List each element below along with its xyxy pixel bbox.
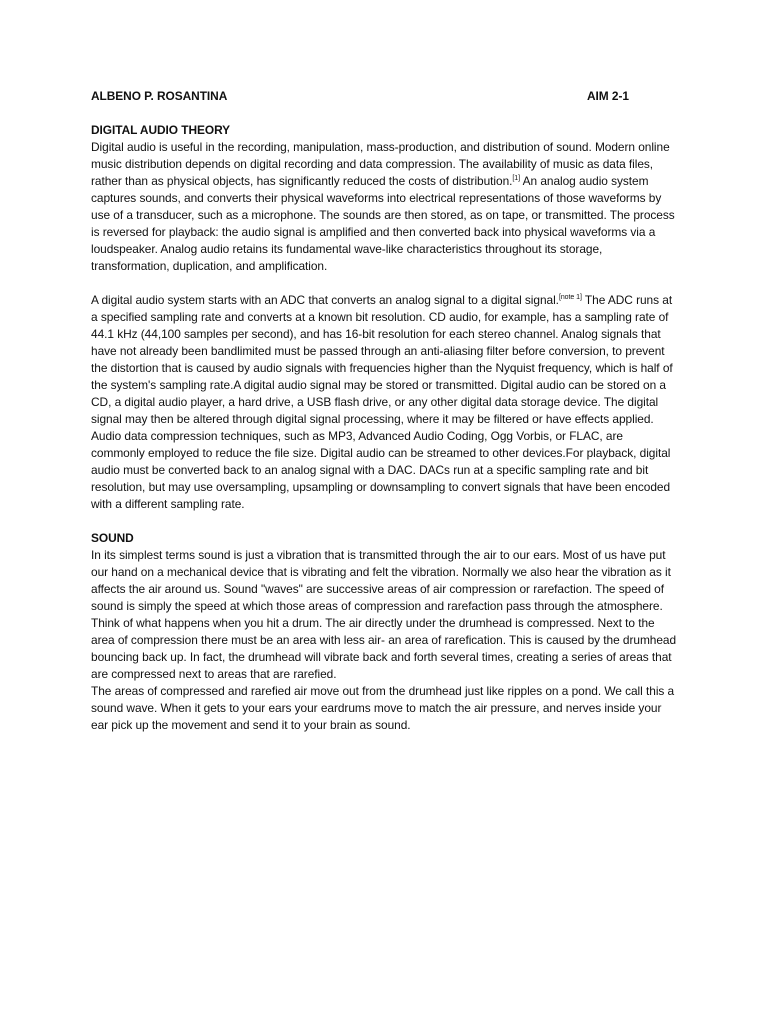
header-spacer: [91, 105, 679, 122]
citation-reference-1[interactable]: [1]: [512, 175, 521, 182]
document-header: [91, 88, 679, 105]
document-page: [91, 88, 679, 734]
paragraph-sound-wave: The areas of compressed and rarefied air move out from the drumhead just like ripples on a pond. We call this a sound wave. When it gets to your ears your eardrums move to match the air pressure, and nerves inside your ear pick up the movement and send it to your brain as sound.: [91, 684, 675, 732]
section-gap: [91, 513, 679, 530]
paragraph-digital-audio-system: [91, 292, 679, 513]
citation-note-1[interactable]: [note 1]: [558, 294, 582, 301]
section-heading-digital-audio-theory: DIGITAL AUDIO THEORY: [91, 123, 231, 137]
paragraph-text: The ADC runs at a specified sampling rate and converts at a known bit resolution. CD audio, for example, has a sampling rate of 44.1 kHz (44,100 samples per second), and has 16-bit resolution for each stereo channel. Analog signals that have not already been bandlimited must be passed through an anti-aliasing filter before conversion, to prevent the distortion that is caused by audio signals with frequencies higher than the Nyquist frequency, which is half of the system's sampling rate.A digital audio signal may be stored or transmitted. Digital audio can be stored on a CD, a digital audio player, a hard drive, a USB flash drive, or any other digital data storage device. The digital signal may then be altered through digital signal processing, where it may be filtered or have effects applied. Audio data compression techniques, such as MP3, Advanced Audio Coding, Ogg Vorbis, or FLAC, are commonly employed to reduce the file size. Digital audio can be streamed to other devices.For playback, digital audio must be converted back to an analog signal with a DAC. DACs run at a specific sampling rate and bit resolution, but may use oversampling, upsampling or downsampling to convert signals that have been encoded with a different sampling rate.: [91, 293, 673, 511]
author-name: ALBENO P. ROSANTINA: [91, 89, 228, 103]
paragraph-drum-example: Think of what happens when you hit a drum. The air directly under the drumhead is compressed. Next to the area of compression there must be an area with less air- an area of rarefication. This is caused by the drumhead bouncing back up. In fact, the drumhead will vibrate back and forth several times, creating a series of areas that are compressed next to areas that are rarefied.: [91, 616, 677, 681]
paragraph-gap: [91, 275, 679, 292]
course-code: AIM 2-1: [587, 89, 629, 103]
paragraph-digital-audio-intro: [91, 139, 679, 275]
section-heading-sound: SOUND: [91, 531, 134, 545]
paragraph-text: Digital audio is useful in the recording, manipulation, mass-production, and distribution of sound. Modern online music distribution depends on digital recording and data compression. The availability of music as data files, rather than as physical objects, has significantly reduced the costs of distribution.: [91, 140, 670, 188]
paragraph-text: An analog audio system captures sounds, and converts their physical waveforms into electrical representations of those waveforms by use of a transducer, such as a microphone. The sounds are then stored, as on tape, or transmitted. The process is reversed for playback: the audio signal is amplified and then converted back into physical waveforms via a loudspeaker. Analog audio retains its fundamental wave-like characteristics throughout its storage, transformation, duplication, and amplification.: [91, 174, 675, 273]
paragraph-sound-basics: In its simplest terms sound is just a vibration that is transmitted through the air to our ears. Most of us have put our hand on a mechanical device that is vibrating and felt the vibration. Normally we also hear the vibration as it affects the air around us. Sound "waves" are successive areas of air compression or rarefaction. The speed of sound is simply the speed at which those areas of compression and rarefaction pass through the atmosphere.: [91, 548, 671, 613]
paragraph-text: A digital audio system starts with an ADC that converts an analog signal to a digital signal.: [91, 293, 559, 307]
